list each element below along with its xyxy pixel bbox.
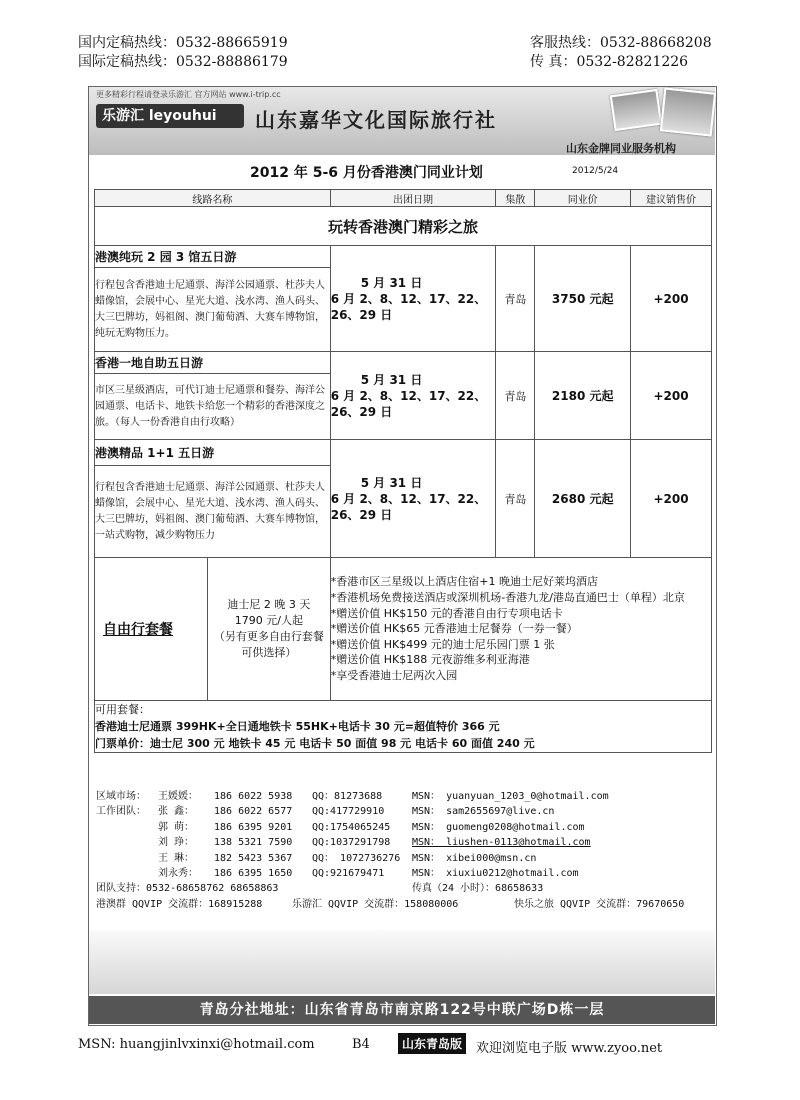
contact-label: 工作团队：	[96, 806, 146, 818]
banner-tagline: 更多精彩行程请登录乐游汇 官方网站 www.i-trip.cc	[96, 90, 281, 99]
route-description: 行程包含香港迪士尼通票、海洋公园通票、杜莎夫人蜡像馆，会展中心、星光大道、浅水湾、渔人码头、大三巴牌坊，妈祖阁、澳门葡萄酒、大赛车博物馆，纯玩无购物压力。	[95, 268, 331, 352]
qq-group: 乐游汇 QQVIP 交流群：158080006	[292, 898, 459, 910]
departure-dates	[330, 352, 496, 440]
column-header: 建议销售价	[631, 190, 712, 207]
contact-label: 区域市场：	[96, 791, 146, 802]
package-left	[95, 558, 331, 701]
departure-dates	[330, 440, 496, 558]
team-support-row	[96, 881, 712, 896]
plan-title: 2012 年 5-6 月份香港澳门同业计划	[250, 165, 483, 181]
contact-msn: MSN： liushen-0113@hotmail.com	[412, 837, 591, 849]
footer-welcome: 欢迎浏览电子版 www.zyoo.net	[476, 1041, 663, 1056]
date-line: 5 月 31 日	[360, 475, 423, 490]
contact-name: 王 琳：	[158, 852, 195, 864]
team-support: 团队支持：0532-68658762 68658863	[96, 883, 279, 895]
contact-qq: QQ:417729910	[312, 806, 385, 818]
contact-phone: 186 6395 9201	[214, 821, 293, 833]
list-item: *赠送价值 HK$188 元夜游维多利亚海港	[330, 653, 530, 667]
domestic-hotline: 国内定稿热线：0532-88665919	[78, 35, 288, 51]
column-header: 集散	[496, 190, 535, 207]
contact-row	[96, 789, 712, 804]
departure-city: 青岛	[496, 440, 535, 558]
available-line: 香港迪士尼通票 399HK+全日通地铁卡 55HK+电话卡 30 元=超值特价 366 元	[95, 720, 500, 733]
contact-phone: 138 5321 7590	[214, 837, 293, 849]
date-line: 6 月 2、8、12、17、22、	[330, 388, 487, 403]
contact-qq: QQ:1754065245	[312, 821, 391, 833]
landscape-photo	[610, 89, 663, 131]
contact-row	[96, 866, 712, 881]
contact-qq: QQ:1037291798	[312, 837, 391, 849]
package-benefits	[330, 558, 711, 701]
list-item: *赠送价值 HK$65 元香港迪士尼餐券（一券一餐）	[330, 622, 578, 636]
route-name: 港澳纯玩 2 园 3 馆五日游	[95, 246, 331, 268]
qq-groups-row	[96, 897, 712, 912]
contact-phone: 186 6022 6577	[214, 806, 293, 818]
contact-name: 刘 琤：	[158, 837, 195, 849]
plan-date: 2012/5/24	[572, 166, 619, 176]
qq-group: 港澳群 QQVIP 交流群：168915288	[96, 898, 263, 910]
contact-list	[96, 789, 712, 912]
date-line: 5 月 31 日	[360, 372, 423, 387]
column-header: 线路名称	[95, 190, 331, 207]
contact-name: 郭 萌：	[158, 821, 195, 833]
fax-24h: 传真（24 小时）：68658633	[412, 883, 544, 895]
contact-qq: QQ:921679471	[312, 867, 385, 879]
agency-slogan: 山东金牌同业服务机构	[566, 142, 676, 155]
package-summary	[208, 558, 330, 700]
branch-address: 青岛分社地址：山东省青岛市南京路122号中联广场D栋一层	[89, 996, 715, 1024]
column-header: 同业价	[535, 190, 631, 207]
table-row	[95, 352, 712, 374]
suggested-price: +200	[631, 246, 712, 352]
date-line: 26、29 日	[330, 307, 393, 322]
suggested-price: +200	[631, 352, 712, 440]
departure-city: 青岛	[496, 352, 535, 440]
column-header: 出团日期	[330, 190, 496, 207]
qq-group: 快乐之旅 QQVIP 交流群：79670650	[514, 898, 685, 910]
package-line: 1790 元/人起	[234, 614, 303, 627]
wholesale-price: 3750 元起	[535, 246, 631, 352]
contact-row	[96, 835, 712, 850]
date-line: 6 月 2、8、12、17、22、	[330, 291, 487, 306]
contact-name: 张 鑫：	[158, 806, 195, 818]
contact-row	[96, 851, 712, 866]
contact-row	[96, 820, 712, 835]
footer-msn: MSN: huangjinlvxinxi@hotmail.com	[78, 1037, 315, 1052]
suggested-price: +200	[631, 440, 712, 558]
date-line: 26、29 日	[330, 404, 393, 419]
route-name: 港澳精品 1+1 五日游	[95, 440, 331, 466]
international-hotline: 国际定稿热线：0532-88886179	[78, 54, 288, 70]
available-packages	[95, 701, 712, 753]
route-description: 行程包含香港迪士尼通票、海洋公园通票、杜莎夫人蜡像馆，会展中心、星光大道、浅水湾、渔人码头、大三巴牌坊，妈祖阁、澳门葡萄酒、大赛车博物馆，一站式购物，减少购物压力	[95, 466, 331, 558]
list-item: *赠送价值 HK$150 元的香港自由行专项电话卡	[330, 606, 563, 620]
wholesale-price: 2180 元起	[535, 352, 631, 440]
contact-msn: MSN： yuanyuan_1203_0@hotmail.com	[412, 791, 609, 802]
package-line: 迪士尼 2 晚 3 天	[227, 598, 311, 611]
list-item: *享受香港迪士尼两次入园	[330, 668, 458, 682]
contact-phone: 186 6022 5938	[214, 791, 293, 802]
contact-phone: 182 5423 5367	[214, 852, 293, 864]
package-title: 自由行套餐	[95, 558, 208, 700]
list-item: *赠送价值 HK$499 元的迪士尼乐园门票 1 张	[330, 637, 555, 651]
contact-qq: QQ：81273688	[312, 791, 383, 802]
fax-number: 传 真：0532-82821226	[530, 54, 689, 70]
date-line: 5 月 31 日	[360, 275, 423, 290]
landscape-photo	[660, 87, 716, 136]
package-line: （另有更多自由行套餐可供选择）	[213, 630, 324, 659]
contact-msn: MSN： xiuxiu0212@hotmail.com	[412, 867, 579, 879]
contact-name: 刘永秀：	[158, 867, 198, 879]
contact-msn: MSN： guomeng0208@hotmail.com	[412, 821, 585, 833]
route-description: 市区三星级酒店，可代订迪士尼通票和餐券、海洋公园通票、电话卡、地铁卡给您一个精彩的香港深度之旅。（每人一份香港自由行攻略）	[95, 374, 331, 440]
package-row	[95, 558, 712, 701]
available-line: 门票单价：迪士尼 300 元 地铁卡 45 元 电话卡 50 面值 98 元 电话卡 60 面值 240 元	[95, 737, 535, 750]
departure-city: 青岛	[496, 246, 535, 352]
date-line: 26、29 日	[330, 507, 393, 522]
contact-qq: QQ： 1072736276	[312, 852, 401, 864]
list-item: *香港机场免费接送酒店或深圳机场-香港九龙/港岛直通巴士（单程）北京	[330, 591, 685, 605]
available-row	[95, 701, 712, 753]
available-label: 可用套餐：	[95, 703, 150, 716]
section-title: 玩转香港澳门精彩之旅	[95, 207, 712, 246]
departure-dates	[330, 246, 496, 352]
list-item: *香港市区三星级以上酒店住宿+1 晚迪士尼好莱坞酒店	[330, 575, 598, 589]
snow-landscape-image	[89, 930, 715, 994]
table-header-row	[95, 190, 712, 207]
contact-msn: MSN： xibei000@msn.cn	[412, 852, 537, 864]
contact-row	[96, 804, 712, 819]
brand-logo: 乐游汇 leyouhui	[96, 104, 244, 128]
contact-msn: MSN： sam2655697@live.cn	[412, 806, 555, 818]
wholesale-price: 2680 元起	[535, 440, 631, 558]
agency-name: 山东嘉华文化国际旅行社	[255, 108, 497, 132]
edition-badge: 山东青岛版	[398, 1033, 466, 1054]
tour-plan-table	[94, 189, 712, 753]
date-line: 6 月 2、8、12、17、22、	[330, 491, 487, 506]
service-hotline: 客服热线：0532-88668208	[530, 35, 712, 51]
table-row	[95, 440, 712, 466]
route-name: 香港一地自助五日游	[95, 352, 331, 374]
contact-name: 王媛媛：	[158, 791, 198, 802]
contact-phone: 186 6395 1650	[214, 867, 293, 879]
table-row	[95, 246, 712, 268]
page-number: B4	[352, 1037, 370, 1052]
